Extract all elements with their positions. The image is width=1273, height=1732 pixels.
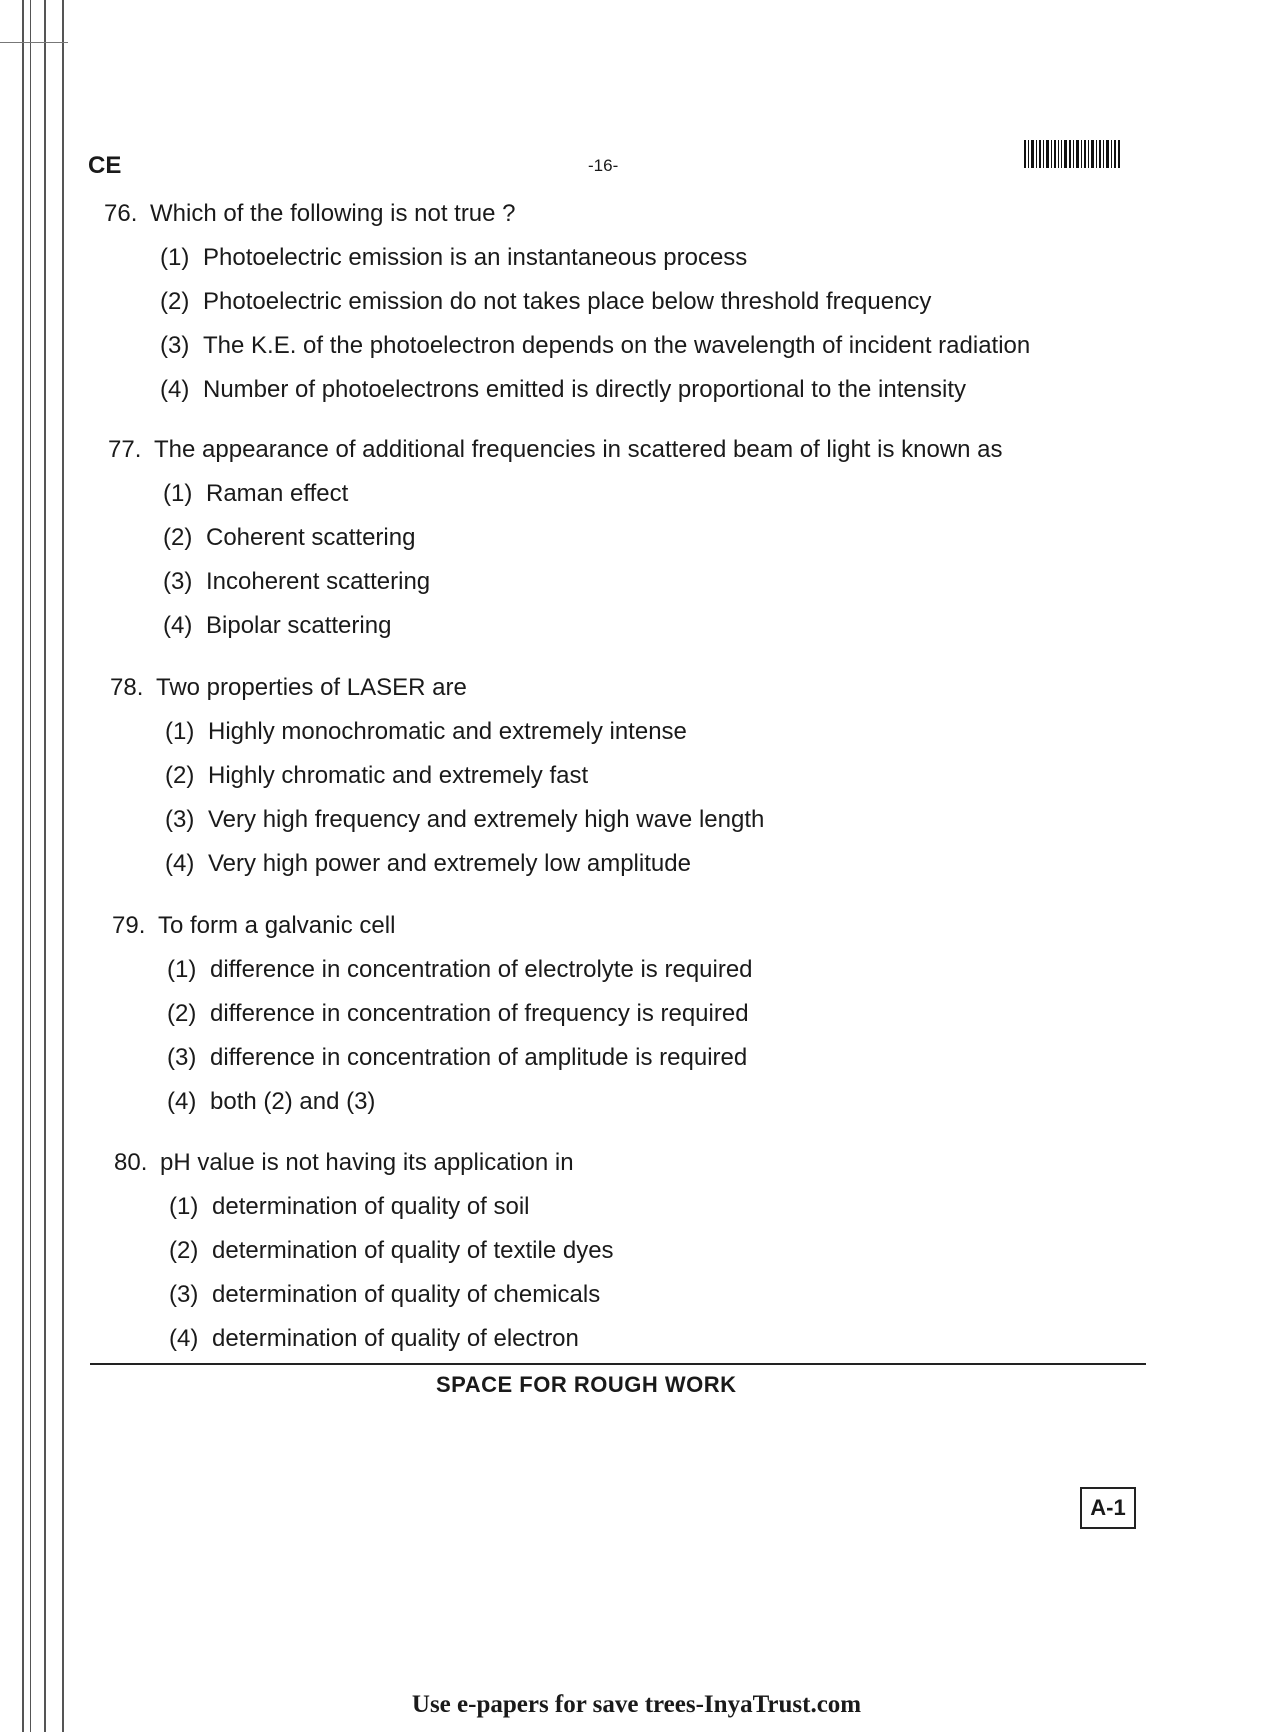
option-number: (4) xyxy=(160,376,190,403)
option-text: determination of quality of textile dyes xyxy=(212,1237,614,1264)
option-2 xyxy=(0,1236,1100,1266)
option-number: (3) xyxy=(169,1281,199,1308)
option-number: (1) xyxy=(169,1193,199,1220)
option-3 xyxy=(0,567,1100,597)
option-number: (3) xyxy=(167,1044,197,1071)
option-4 xyxy=(0,1087,1100,1117)
option-text: determination of quality of chemicals xyxy=(212,1281,601,1308)
question-number: 79. xyxy=(112,912,146,939)
option-3 xyxy=(0,1280,1100,1310)
question-stem xyxy=(0,1148,1100,1178)
option-text: determination of quality of electron xyxy=(212,1325,579,1352)
option-4 xyxy=(0,375,1100,405)
option-text: Highly monochromatic and extremely intense xyxy=(208,718,687,745)
option-2 xyxy=(0,999,1100,1029)
question-text: The appearance of additional frequencies in scattered beam of light is known as xyxy=(154,436,1003,463)
option-2 xyxy=(0,523,1100,553)
question-text: To form a galvanic cell xyxy=(158,912,396,939)
option-text: Photoelectric emission is an instantaneous process xyxy=(203,244,748,271)
option-number: (4) xyxy=(165,850,195,877)
option-number: (3) xyxy=(160,332,190,359)
question-number: 76. xyxy=(104,200,138,227)
booklet-code-box: A-1 xyxy=(1080,1487,1136,1529)
question-text: pH value is not having its application in xyxy=(160,1149,574,1176)
option-4 xyxy=(0,1324,1100,1354)
option-text: Number of photoelectrons emitted is directly proportional to the intensity xyxy=(203,376,967,403)
option-2 xyxy=(0,761,1100,791)
option-3 xyxy=(0,331,1100,361)
option-1 xyxy=(0,1192,1100,1222)
option-text: Incoherent scattering xyxy=(206,568,431,595)
option-text: difference in concentration of electrolyte is required xyxy=(210,956,753,983)
question-77 xyxy=(0,435,1100,641)
option-text: determination of quality of soil xyxy=(212,1193,530,1220)
option-2 xyxy=(0,287,1100,317)
question-stem xyxy=(0,911,1100,941)
option-1 xyxy=(0,955,1100,985)
option-text: Very high frequency and extremely high wave length xyxy=(208,806,765,833)
question-number: 80. xyxy=(114,1149,148,1176)
option-text: Bipolar scattering xyxy=(206,612,392,639)
option-3 xyxy=(0,1043,1100,1073)
section-divider xyxy=(90,1363,1146,1365)
option-number: (3) xyxy=(165,806,195,833)
option-number: (1) xyxy=(167,956,197,983)
option-number: (2) xyxy=(165,762,195,789)
option-text: both (2) and (3) xyxy=(210,1088,376,1115)
option-4 xyxy=(0,611,1100,641)
option-text: Highly chromatic and extremely fast xyxy=(208,762,589,789)
option-number: (4) xyxy=(163,612,193,639)
footer-note: Use e-papers for save trees-InyaTrust.com xyxy=(411,1691,862,1718)
option-text: difference in concentration of amplitude is required xyxy=(210,1044,748,1071)
option-number: (4) xyxy=(167,1088,197,1115)
option-text: Photoelectric emission do not takes place below threshold frequency xyxy=(203,288,932,315)
question-number: 78. xyxy=(110,674,144,701)
option-text: The K.E. of the photoelectron depends on the wavelength of incident radiation xyxy=(203,332,1031,359)
question-76 xyxy=(0,199,1100,405)
page-number: -16- xyxy=(588,156,619,175)
option-number: (1) xyxy=(165,718,195,745)
question-text: Which of the following is not true ? xyxy=(150,200,516,227)
option-1 xyxy=(0,243,1100,273)
option-text: Raman effect xyxy=(206,480,349,507)
question-stem xyxy=(0,199,1100,229)
option-1 xyxy=(0,717,1100,747)
subject-code: CE xyxy=(88,152,122,179)
option-number: (2) xyxy=(160,288,190,315)
option-3 xyxy=(0,805,1100,835)
question-text: Two properties of LASER are xyxy=(156,674,467,701)
option-text: Very high power and extremely low amplitude xyxy=(208,850,691,877)
option-number: (4) xyxy=(169,1325,199,1352)
option-number: (2) xyxy=(169,1237,199,1264)
option-1 xyxy=(0,479,1100,509)
option-4 xyxy=(0,849,1100,879)
question-number: 77. xyxy=(108,436,142,463)
margin-tick xyxy=(0,42,68,43)
option-number: (3) xyxy=(163,568,193,595)
barcode-icon xyxy=(1024,140,1120,168)
option-number: (1) xyxy=(160,244,190,271)
question-79 xyxy=(0,911,1100,1117)
question-80 xyxy=(0,1148,1100,1354)
option-text: difference in concentration of frequency is required xyxy=(210,1000,749,1027)
question-stem xyxy=(0,435,1100,465)
rough-work-heading: SPACE FOR ROUGH WORK xyxy=(436,1372,737,1397)
option-text: Coherent scattering xyxy=(206,524,416,551)
option-number: (1) xyxy=(163,480,193,507)
question-stem xyxy=(0,673,1100,703)
question-78 xyxy=(0,673,1100,879)
option-number: (2) xyxy=(163,524,193,551)
option-number: (2) xyxy=(167,1000,197,1027)
